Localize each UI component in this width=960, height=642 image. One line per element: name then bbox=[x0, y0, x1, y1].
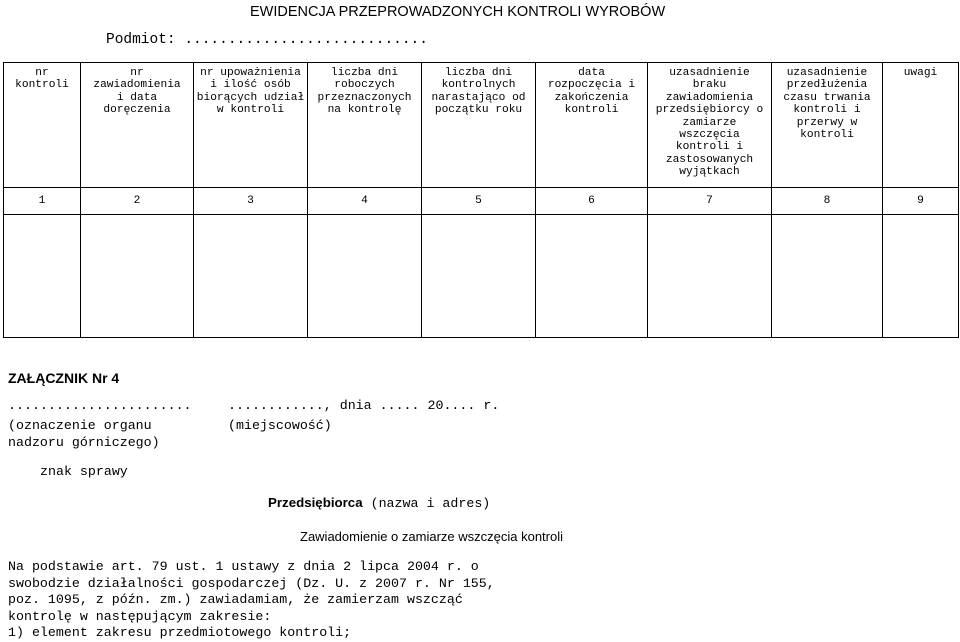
column-number: 8 bbox=[772, 188, 883, 215]
entry-cell[interactable] bbox=[772, 215, 883, 338]
column-number: 5 bbox=[422, 188, 536, 215]
column-number: 7 bbox=[648, 188, 772, 215]
column-number: 1 bbox=[4, 188, 81, 215]
header-cell-uzasadnienie-przedluzenia: uzasadnienie przedłużenia czasu trwania kontroli i przerwy w kontroli bbox=[772, 63, 883, 188]
entry-cell[interactable] bbox=[883, 215, 959, 338]
column-number: 3 bbox=[194, 188, 308, 215]
entry-cell[interactable] bbox=[308, 215, 422, 338]
header-cell-dni-roboczych: liczba dni roboczych przeznaczonych na kontrolę bbox=[308, 63, 422, 188]
header-cell-dni-kontrolnych: liczba dni kontrolnych narastająco od początku roku bbox=[422, 63, 536, 188]
annex-title: ZAŁĄCZNIK Nr 4 bbox=[8, 370, 120, 386]
entrepreneur-hint: (nazwa i adres) bbox=[362, 496, 491, 511]
column-number: 6 bbox=[536, 188, 648, 215]
register-table bbox=[3, 62, 959, 338]
entry-cell[interactable] bbox=[4, 215, 81, 338]
header-cell-uwagi: uwagi bbox=[883, 63, 959, 188]
header-row bbox=[4, 63, 959, 188]
entry-cell[interactable] bbox=[81, 215, 194, 338]
header-cell-nr-upowaznienia: nr upoważnienia i ilość osób biorących udział w kontroli bbox=[194, 63, 308, 188]
place-date-line: ............, dnia ..... 20.... r. bbox=[228, 398, 500, 413]
column-number-row bbox=[4, 188, 959, 215]
header-cell-nr-zawiadomienia: nr zawiadomienia i data doręczenia bbox=[81, 63, 194, 188]
entry-cell[interactable] bbox=[536, 215, 648, 338]
document-title: EWIDENCJA PRZEPROWADZONYCH KONTROLI WYROBÓW bbox=[250, 4, 666, 20]
entrepreneur-label: Przedsiębiorca bbox=[268, 495, 363, 510]
entrepreneur-line bbox=[268, 495, 490, 513]
header-cell-uzasadnienie-braku: uzasadnienie braku zawiadomienia przedsiębiorcy o zamiarze wszczęcia kontroli i zastosowanych wyjątkach bbox=[648, 63, 772, 188]
header-cell-data-rozpoczecia: data rozpoczęcia i zakończenia kontroli bbox=[536, 63, 648, 188]
entry-cell[interactable] bbox=[648, 215, 772, 338]
column-number: 2 bbox=[81, 188, 194, 215]
entry-cell[interactable] bbox=[422, 215, 536, 338]
notice-title: Zawiadomienie o zamiarze wszczęcia kontroli bbox=[300, 529, 563, 544]
subject-line: Podmiot: ............................ bbox=[106, 32, 428, 48]
notice-body: Na podstawie art. 79 ust. 1 ustawy z dnia 2 lipca 2004 r. o swobodzie działalności gospodarczej (Dz. U. z 2007 r. Nr 155, poz. 1095, z późn. zm.) zawiadamiam, że zamierzam wszcząć kontrolę w następującym zakresie: 1) element zakresu przedmiotowego kontroli; bbox=[8, 559, 495, 640]
place-label: (miejscowość) bbox=[228, 418, 332, 433]
organ-label: (oznaczenie organu nadzoru górniczego) bbox=[8, 418, 160, 450]
empty-entry-row bbox=[4, 215, 959, 338]
column-number: 4 bbox=[308, 188, 422, 215]
case-mark-label: znak sprawy bbox=[40, 464, 128, 479]
column-number: 9 bbox=[883, 188, 959, 215]
organ-dots: ....................... bbox=[8, 398, 192, 413]
header-cell-nr-kontroli: nr kontroli bbox=[4, 63, 81, 188]
entry-cell[interactable] bbox=[194, 215, 308, 338]
